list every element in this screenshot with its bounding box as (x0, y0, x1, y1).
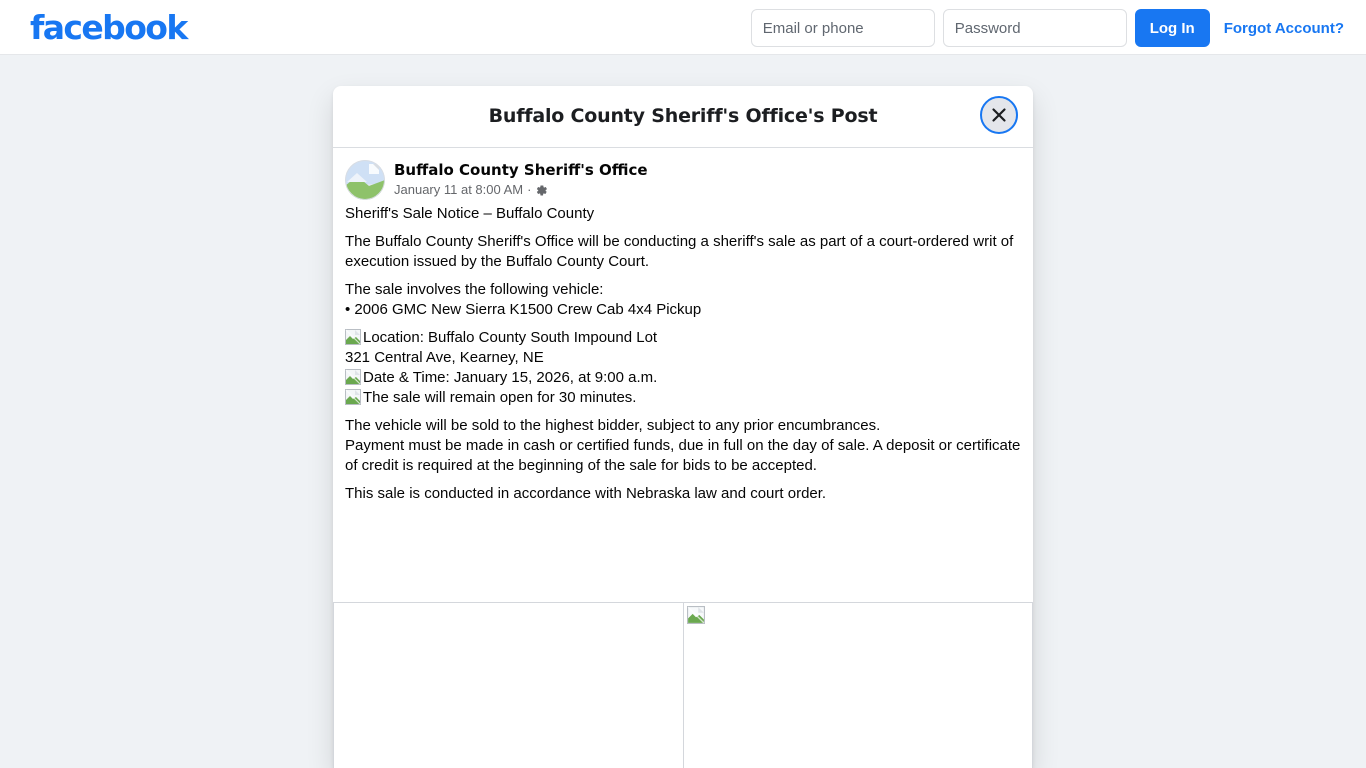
facebook-logo[interactable]: facebook (30, 8, 187, 47)
post-paragraph-terms (345, 416, 1021, 476)
post-paragraph-headline: Sheriff's Sale Notice – Buffalo County (345, 205, 595, 222)
post-paragraph-logistics (345, 328, 1021, 408)
post-author-row (345, 160, 1021, 204)
post-content (333, 148, 1033, 504)
post-text (345, 204, 1021, 504)
post-paragraph-closing: This sale is conducted in accordance with Nebraska law and court order. (345, 485, 827, 502)
post-dialog (333, 86, 1033, 768)
location-line: Location: Buffalo County South Impound Lot (363, 329, 658, 346)
broken-image-icon (345, 369, 361, 385)
vehicle-item-line: • 2006 GMC New Sierra K1500 Crew Cab 4x4 Pickup (345, 301, 702, 318)
post-paragraph-vehicle (345, 280, 1021, 320)
avatar[interactable] (345, 160, 385, 200)
author-name[interactable]: Buffalo County Sheriff's Office (394, 161, 648, 179)
close-button[interactable] (980, 96, 1018, 134)
facebook-top-bar (0, 0, 1366, 55)
payment-line: Payment must be made in cash or certified funds, due in full on the day of sale. A deposit or certificate of credit is required at the beginning of the sale for bids to be accepted. (345, 437, 1021, 474)
post-meta (394, 181, 648, 199)
author-meta (394, 160, 648, 199)
post-paragraph-intro: The Buffalo County Sheriff's Office will be conducting a sheriff's sale as part of a court-ordered writ of execution issued by the Buffalo County Court. (345, 233, 1014, 270)
bidder-line: The vehicle will be sold to the highest bidder, subject to any prior encumbrances. (345, 417, 881, 434)
address-line: 321 Central Ave, Kearney, NE (345, 349, 544, 366)
broken-image-icon (345, 329, 361, 345)
broken-image-icon (345, 389, 361, 405)
dialog-header (333, 86, 1033, 148)
log-in-button[interactable]: Log In (1135, 9, 1210, 47)
meta-separator: · (527, 182, 532, 197)
post-media-area (333, 602, 1033, 768)
password-input[interactable] (943, 9, 1127, 47)
duration-line: The sale will remain open for 30 minutes. (363, 389, 637, 406)
broken-image-icon (687, 606, 705, 624)
post-timestamp[interactable]: January 11 at 8:00 AM (394, 182, 524, 197)
media-panel-left[interactable] (333, 602, 684, 768)
login-form (751, 9, 1344, 47)
media-panel-right[interactable] (684, 602, 1033, 768)
email-or-phone-input[interactable] (751, 9, 935, 47)
gear-icon[interactable] (535, 184, 548, 197)
vehicle-intro-line: The sale involves the following vehicle: (345, 281, 604, 298)
dialog-title: Buffalo County Sheriff's Office's Post (488, 105, 878, 127)
datetime-line: Date & Time: January 15, 2026, at 9:00 a.m. (363, 369, 658, 386)
close-icon (990, 106, 1008, 124)
forgot-account-link[interactable]: Forgot Account? (1223, 19, 1344, 37)
